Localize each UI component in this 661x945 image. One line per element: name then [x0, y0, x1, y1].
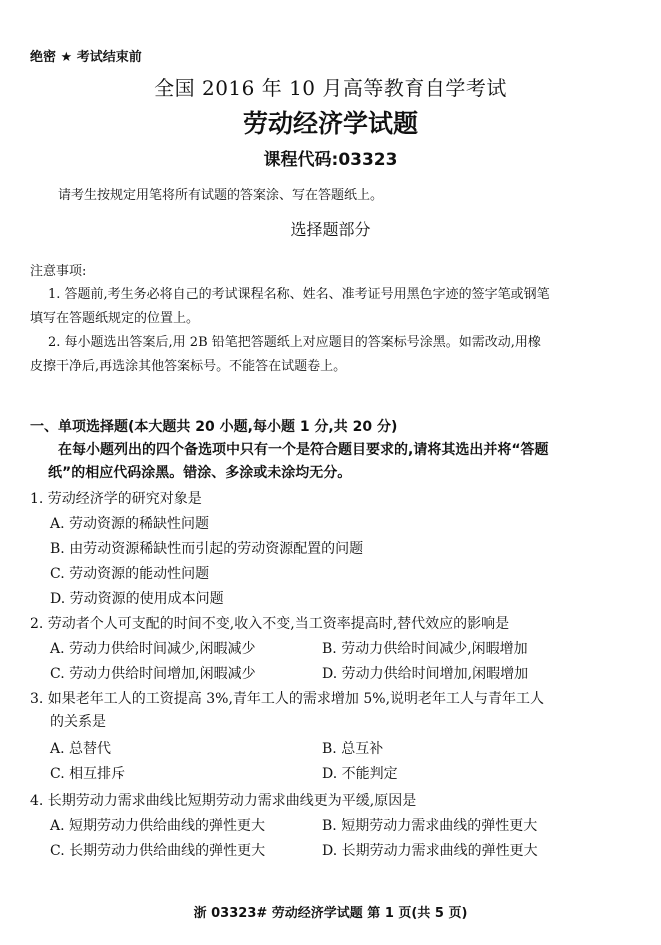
question-option: C. 相互排斥 [50, 766, 126, 782]
question-option: C. 劳动资源的能动性问题 [50, 566, 210, 582]
question-stem: 3. 如果老年工人的工资提高 3%,青年工人的需求增加 5%,说明老年工人与青年工人 [30, 691, 545, 707]
question-option: A. 总替代 [50, 741, 112, 757]
general-instruction: 请考生按规定用笔将所有试题的答案涂、写在答题纸上。 [58, 188, 384, 203]
course-code: 课程代码:03323 [263, 150, 398, 170]
page-footer: 浙 03323# 劳动经济学试题 第 1 页(共 5 页) [193, 906, 468, 921]
question-option: D. 劳动力供给时间增加,闲暇增加 [322, 666, 529, 682]
notes-title: 注意事项: [30, 264, 87, 279]
question-option: D. 劳动资源的使用成本问题 [50, 591, 224, 607]
part-one-heading: 一、单项选择题(本大题共 20 小题,每小题 1 分,共 20 分) [30, 419, 398, 435]
confidential-label: 绝密 ★ 考试结束前 [30, 50, 142, 65]
subject-title: 劳动经济学试题 [242, 109, 418, 138]
question-stem: 2. 劳动者个人可支配的时间不变,收入不变,当工资率提高时,替代效应的影响是 [30, 616, 510, 632]
exam-title: 全国 2016 年 10 月高等教育自学考试 [154, 76, 507, 100]
question-option: A. 劳动力供给时间减少,闲暇减少 [50, 641, 256, 657]
note-line: 2. 每小题选出答案后,用 2B 铅笔把答题纸上对应题目的答案标号涂黑。如需改动,用橡 [48, 335, 541, 350]
note-line: 皮擦干净后,再选涂其他答案标号。不能答在试题卷上。 [30, 359, 347, 374]
question-option: B. 总互补 [322, 741, 384, 757]
section-header: 选择题部分 [290, 220, 371, 239]
question-option: C. 劳动力供给时间增加,闲暇减少 [50, 666, 256, 682]
question-option: B. 由劳动资源稀缺性而引起的劳动资源配置的问题 [50, 541, 364, 557]
note-line: 1. 答题前,考生务必将自己的考试课程名称、姓名、准考证号用黑色字迹的签字笔或钢笔 [48, 287, 550, 302]
question-stem-continued: 的关系是 [50, 714, 106, 730]
question-option: D. 不能判定 [322, 766, 398, 782]
question-option: A. 劳动资源的稀缺性问题 [50, 516, 210, 532]
question-stem: 4. 长期劳动力需求曲线比短期劳动力需求曲线更为平缓,原因是 [30, 793, 417, 809]
note-line: 填写在答题纸规定的位置上。 [30, 311, 200, 326]
part-one-description: 在每小题列出的四个备选项中只有一个是符合题目要求的,请将其选出并将“答题 [58, 442, 549, 458]
part-one-description: 纸”的相应代码涂黑。错涂、多涂或未涂均无分。 [48, 465, 352, 481]
question-option: B. 劳动力供给时间减少,闲暇增加 [322, 641, 528, 657]
question-stem: 1. 劳动经济学的研究对象是 [30, 491, 202, 507]
question-option: B. 短期劳动力需求曲线的弹性更大 [322, 818, 538, 834]
question-option: A. 短期劳动力供给曲线的弹性更大 [50, 818, 266, 834]
question-option: C. 长期劳动力供给曲线的弹性更大 [50, 843, 266, 859]
question-option: D. 长期劳动力需求曲线的弹性更大 [322, 843, 538, 859]
